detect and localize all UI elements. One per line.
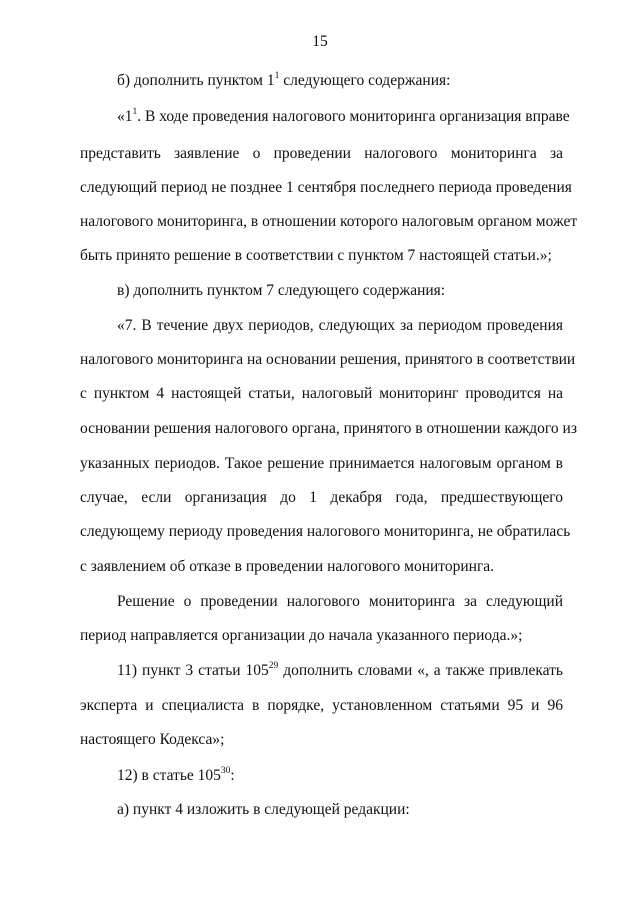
paragraph-12-line <box>117 766 563 786</box>
superscript: 29 <box>268 660 279 671</box>
paragraph-1-1-line-1 <box>117 106 570 127</box>
paragraph-decision-line-1: Решение о проведении налогового мониторинга за следующий <box>117 593 563 610</box>
paragraph-b-line <box>117 71 563 91</box>
paragraph-1-1-line-3: следующий период не позднее 1 сентября последнего периода проведения <box>80 179 572 196</box>
paragraph-7-line-7: следующему периоду проведения налогового мониторинга, не обратилась <box>80 523 571 540</box>
text-run: . В ходе проведения налогового мониторинга организация вправе <box>137 108 570 125</box>
paragraph-1-1-line-2: представить заявление о проведении налогового мониторинга за <box>80 145 563 162</box>
paragraph-a-line: а) пункт 4 изложить в следующей редакции: <box>117 801 410 818</box>
paragraph-7-line-4: основании решения налогового органа, принятого в отношении каждого из <box>80 420 577 437</box>
paragraph-11-line-1 <box>117 661 563 681</box>
paragraph-7-line-6: случае, если организация до 1 декабря года, предшествующего <box>80 489 563 506</box>
paragraph-7-line-8: с заявлением об отказе в проведении налогового мониторинга. <box>80 558 495 575</box>
superscript: 30 <box>220 765 231 776</box>
paragraph-1-1-line-5: быть принято решение в соответствии с пунктом 7 настоящей статьи.»; <box>80 247 552 264</box>
paragraph-7-line-2: налогового мониторинга на основании решения, принятого в соответствии <box>80 351 576 368</box>
paragraph-7-line-1: «7. В течение двух периодов, следующих за периодом проведения <box>117 317 563 334</box>
paragraph-11-line-2: эксперта и специалиста в порядке, установленном статьями 95 и 96 <box>80 697 563 714</box>
text-run: б) дополнить пунктом 1 <box>117 72 275 89</box>
text-run: следующего содержания: <box>279 72 451 89</box>
text-run: дополнить словами «, а также привлекать <box>278 662 563 679</box>
paragraph-7-line-3: с пунктом 4 настоящей статьи, налоговый мониторинг проводится на <box>80 385 563 402</box>
text-run: : <box>230 767 235 784</box>
text-run: 12) в статье 105 <box>117 767 221 784</box>
paragraph-1-1-line-4: налогового мониторинга, в отношении которого налоговым органом может <box>80 213 578 230</box>
paragraph-7-line-5: указанных периодов. Такое решение принимается налоговым органом в <box>80 455 563 472</box>
superscript: 1 <box>132 106 138 117</box>
page-number: 15 <box>312 33 328 50</box>
paragraph-v-line: в) дополнить пунктом 7 следующего содержания: <box>117 282 446 299</box>
text-run: «1 <box>117 108 133 125</box>
paragraph-decision-line-2: период направляется организации до начала указанного периода.»; <box>80 627 523 644</box>
paragraph-11-line-3: настоящего Кодекса»; <box>80 731 225 748</box>
superscript: 1 <box>274 70 280 81</box>
text-run: 11) пункт 3 статьи 105 <box>117 662 269 679</box>
